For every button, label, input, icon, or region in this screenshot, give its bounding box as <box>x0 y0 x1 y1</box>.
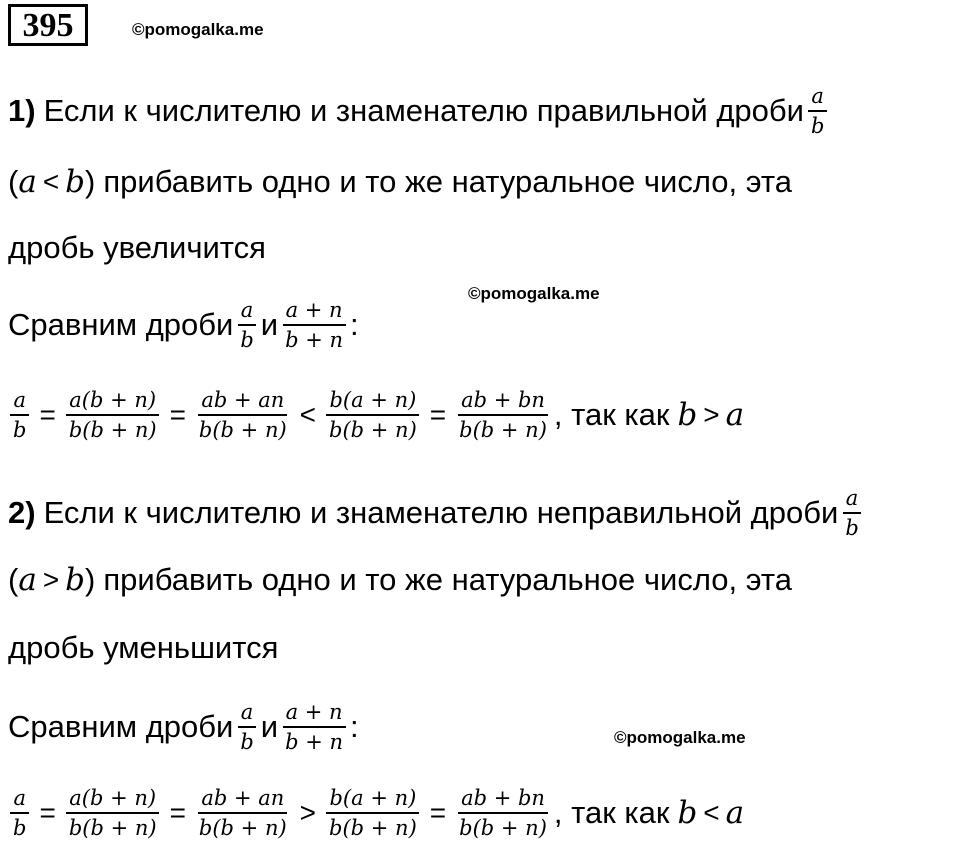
paren-close: ) <box>85 164 96 199</box>
part2-conclusion: дробь уменьшится <box>8 630 279 665</box>
compare-text: Сравним дроби <box>8 709 234 744</box>
chain-fraction-1 <box>10 388 29 442</box>
var-b: b <box>677 795 698 831</box>
chain-fraction-2 <box>66 786 160 840</box>
numerator: ab + an <box>198 388 287 416</box>
part1-compare <box>8 298 359 352</box>
chain-fraction-3 <box>196 786 290 840</box>
denominator: b(b + n) <box>68 418 157 442</box>
numerator: a <box>238 700 257 728</box>
part2-line2-text: прибавить одно и то же натуральное число, эта <box>103 562 792 597</box>
reason-text: , так как <box>553 397 670 432</box>
denominator: b + n <box>285 730 344 754</box>
part2-line3 <box>8 628 278 668</box>
numerator: a <box>238 298 257 326</box>
numerator: a(b + n) <box>66 786 159 814</box>
denominator: b <box>845 516 859 540</box>
chain-fraction-5 <box>456 388 550 442</box>
denominator: b(b + n) <box>329 418 417 442</box>
part2-fraction-a-over-b <box>842 486 861 540</box>
and-word: и <box>260 307 279 342</box>
part1-line3 <box>8 228 266 268</box>
chain-fraction-1 <box>10 786 29 840</box>
comparison-sign: < <box>299 399 317 430</box>
part1-conclusion: дробь увеличится <box>8 230 266 265</box>
numerator: a + n <box>283 298 346 326</box>
watermark: ©pomogalka.me <box>614 728 746 747</box>
part1-fraction-a-over-b <box>808 84 827 138</box>
part2-line1 <box>8 486 866 540</box>
denominator: b <box>810 114 825 138</box>
fraction-a-b <box>237 700 256 754</box>
and-word: и <box>260 709 279 744</box>
less-than: < <box>42 166 60 197</box>
problem-number: 395 <box>8 4 88 46</box>
numerator: ab + bn <box>458 388 548 416</box>
var-b: b <box>65 562 86 598</box>
fraction-a-b <box>237 298 256 352</box>
part2-compare <box>8 700 359 754</box>
equals: = <box>39 399 56 430</box>
denominator: b(b + n) <box>68 816 157 840</box>
less-than: < <box>703 797 720 828</box>
part1-statement-text: Если к числителю и знаменателю правильной дроби <box>43 93 804 128</box>
fraction-an-bn <box>282 700 346 754</box>
denominator: b(b + n) <box>329 816 417 840</box>
comparison-sign: > <box>299 797 317 828</box>
greater-than: > <box>42 564 60 595</box>
part1-line1 <box>8 84 831 138</box>
chain-fraction-2 <box>66 388 160 442</box>
colon: : <box>350 307 359 342</box>
denominator: b + n <box>285 328 344 352</box>
var-a: a <box>18 562 37 598</box>
paren-open: ( <box>8 562 19 597</box>
paren-open: ( <box>8 164 19 199</box>
denominator: b <box>240 730 254 754</box>
denominator: b(b + n) <box>459 816 547 840</box>
var-a: a <box>725 795 745 831</box>
equals: = <box>169 797 186 828</box>
greater-than: > <box>703 399 720 430</box>
numerator: a <box>843 486 862 514</box>
equals: = <box>429 797 447 828</box>
paren-close: ) <box>85 562 96 597</box>
part1-line2 <box>8 162 792 202</box>
chain-fraction-4 <box>326 786 420 840</box>
part2-equation-chain <box>6 786 744 840</box>
numerator: a + n <box>283 700 346 728</box>
numerator: a <box>808 84 827 112</box>
chain-fraction-4 <box>326 388 420 442</box>
numerator: a(b + n) <box>66 388 159 416</box>
equals: = <box>429 399 447 430</box>
fraction-an-bn <box>282 298 346 352</box>
equals: = <box>169 399 186 430</box>
denominator: b <box>240 328 254 352</box>
denominator: b <box>13 418 27 442</box>
var-a: a <box>725 397 745 433</box>
watermark: ©pomogalka.me <box>132 20 264 39</box>
numerator: a <box>10 388 29 416</box>
part1-equation-chain <box>6 388 744 442</box>
denominator: b(b + n) <box>198 418 287 442</box>
numerator: b(a + n) <box>326 388 419 416</box>
reason-text: , так как <box>553 795 670 830</box>
numerator: a <box>10 786 29 814</box>
var-a: a <box>18 164 37 200</box>
var-b: b <box>65 164 86 200</box>
denominator: b(b + n) <box>198 816 287 840</box>
denominator: b(b + n) <box>459 418 547 442</box>
equals: = <box>39 797 56 828</box>
part1-number: 1) <box>8 93 36 128</box>
part2-statement-text: Если к числителю и знаменателю неправильной дроби <box>43 495 839 530</box>
colon: : <box>350 709 359 744</box>
compare-text: Сравним дроби <box>8 307 234 342</box>
part2-number: 2) <box>8 495 36 530</box>
part1-line2-text: прибавить одно и то же натуральное число, эта <box>103 164 792 199</box>
denominator: b <box>13 816 27 840</box>
numerator: ab + bn <box>458 786 548 814</box>
numerator: b(a + n) <box>326 786 419 814</box>
watermark: ©pomogalka.me <box>468 284 600 303</box>
var-b: b <box>677 397 698 433</box>
part2-line2 <box>8 560 792 600</box>
numerator: ab + an <box>198 786 287 814</box>
chain-fraction-5 <box>456 786 550 840</box>
chain-fraction-3 <box>196 388 290 442</box>
